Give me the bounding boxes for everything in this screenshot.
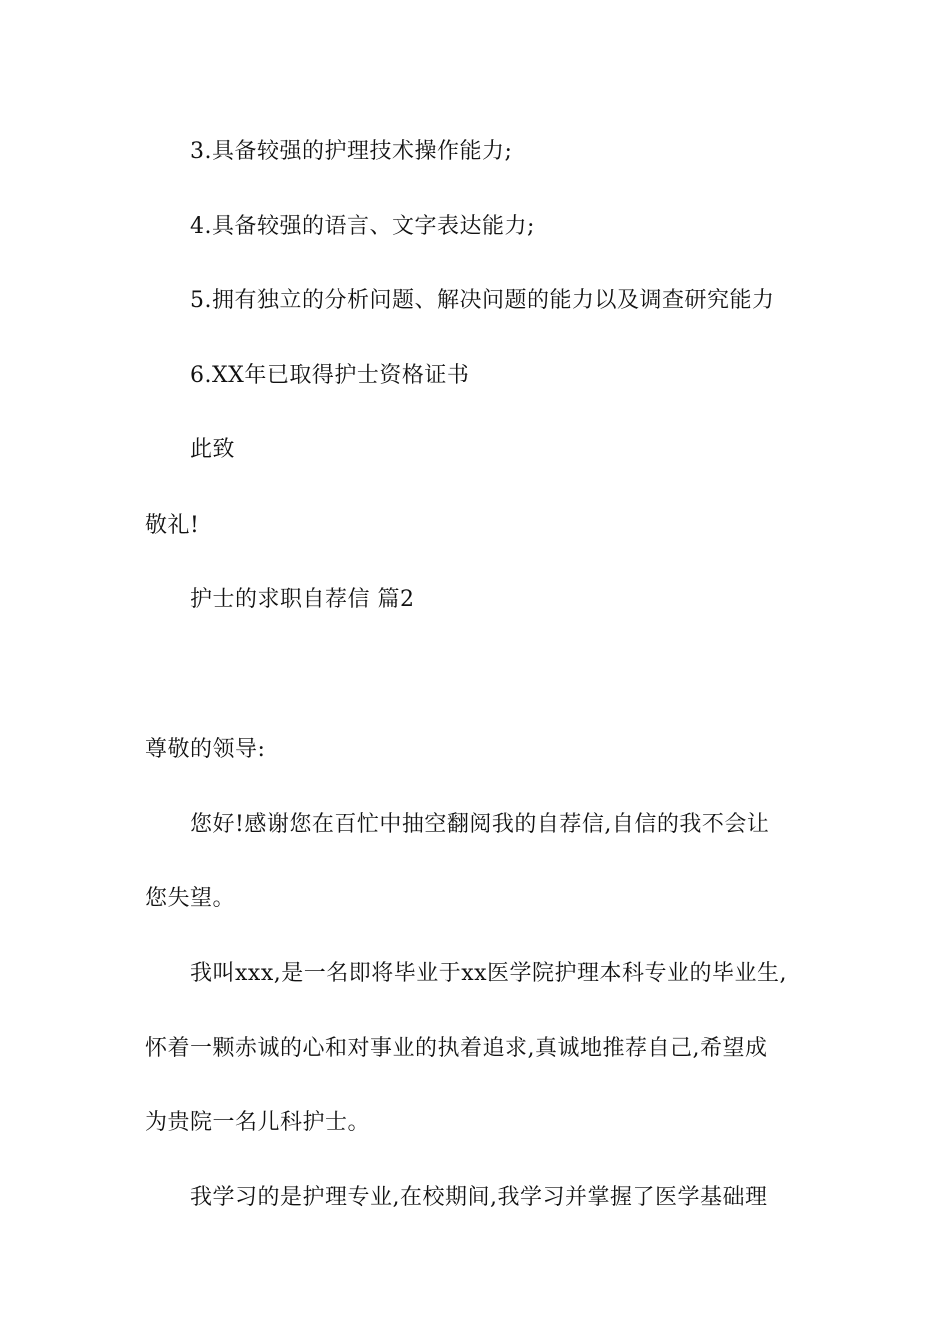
paragraph-1-line-2: 您失望。 bbox=[145, 886, 236, 911]
paragraph-2-line-3: 为贵院一名儿科护士。 bbox=[145, 1110, 371, 1135]
paragraph-2-line-2: 怀着一颗赤诚的心和对事业的执着追求,真诚地推荐自己,希望成 bbox=[145, 1036, 768, 1061]
list-item-4: 4.具备较强的语言、文字表达能力; bbox=[190, 214, 535, 239]
paragraph-3-line-1: 我学习的是护理专业,在校期间,我学习并掌握了医学基础理 bbox=[190, 1185, 768, 1210]
salute: 敬礼! bbox=[145, 513, 200, 538]
paragraph-1-line-1: 您好!感谢您在百忙中抽空翻阅我的自荐信,自信的我不会让 bbox=[190, 812, 770, 837]
list-item-3: 3.具备较强的护理技术操作能力; bbox=[190, 139, 513, 164]
closing-phrase: 此致 bbox=[190, 437, 236, 462]
section-title: 护士的求职自荐信 篇2 bbox=[190, 587, 415, 612]
greeting: 尊敬的领导: bbox=[145, 737, 266, 762]
list-item-5: 5.拥有独立的分析问题、解决问题的能力以及调查研究能力 bbox=[190, 288, 775, 313]
paragraph-2-line-1: 我叫xxx,是一名即将毕业于xx医学院护理本科专业的毕业生, bbox=[190, 961, 788, 986]
list-item-6: 6.XX年已取得护士资格证书 bbox=[190, 363, 470, 388]
